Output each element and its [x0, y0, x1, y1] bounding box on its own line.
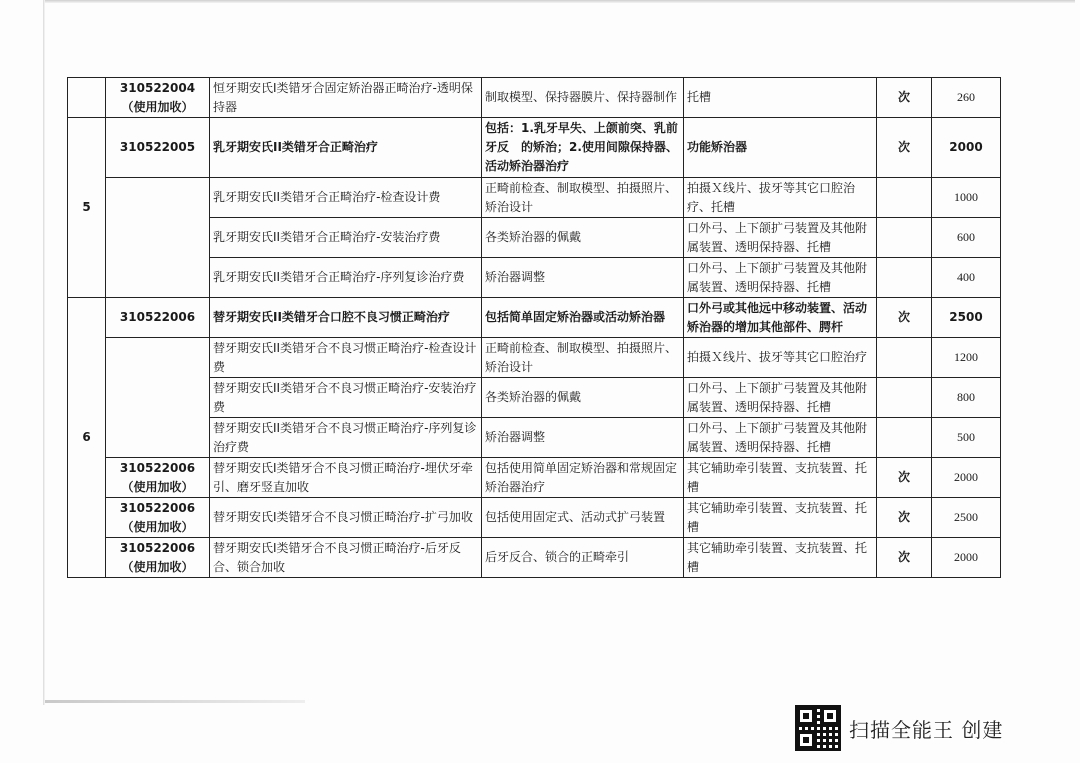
table-row	[68, 458, 1001, 498]
item-name-cell: 乳牙期安氏II类错牙合正畸治疗	[210, 118, 482, 178]
unit-cell	[877, 178, 932, 218]
table-row	[68, 538, 1001, 578]
code-cell: 310522006	[106, 298, 210, 338]
unit-cell	[877, 338, 932, 378]
content-cell: 正畸前检查、制取模型、拍摄照片、矫治设计	[482, 178, 684, 218]
code-cell	[106, 178, 210, 298]
unit-cell	[877, 378, 932, 418]
fee-schedule-table	[67, 77, 1001, 578]
content-cell: 后牙反合、锁合的正畸牵引	[482, 538, 684, 578]
code-cell: 310522005	[106, 118, 210, 178]
unit-cell: 次	[877, 538, 932, 578]
item-name-cell: 替牙期安氏Ⅰ类错牙合不良习惯正畸治疗-埋伏牙牵引、磨牙竖直加收	[210, 458, 482, 498]
excluded-cell: 口外弓、上下颌扩弓装置及其他附属装置、透明保持器、托槽	[684, 378, 877, 418]
item-name-cell: 替牙期安氏II类错牙合不良习惯正畸治疗-序列复诊治疗费	[210, 418, 482, 458]
item-name-cell: 替牙期安氏II类错牙合不良习惯正畸治疗-安装治疗费	[210, 378, 482, 418]
unit-cell	[877, 218, 932, 258]
excluded-cell: 功能矫治器	[684, 118, 877, 178]
item-name-cell: 乳牙期安氏II类错牙合正畸治疗-安装治疗费	[210, 218, 482, 258]
camscanner-watermark	[795, 705, 1003, 751]
price-cell: 260	[932, 78, 1001, 118]
page-bottom-mark	[45, 700, 305, 703]
item-name-cell: 乳牙期安氏II类错牙合正畸治疗-序列复诊治疗费	[210, 258, 482, 298]
watermark-text: 扫描全能王 创建	[849, 717, 1004, 742]
table-row	[68, 338, 1001, 378]
content-cell: 各类矫治器的佩戴	[482, 378, 684, 418]
unit-cell: 次	[877, 118, 932, 178]
unit-cell: 次	[877, 458, 932, 498]
price-cell: 2000	[932, 538, 1001, 578]
content-cell: 矫治器调整	[482, 418, 684, 458]
content-cell: 各类矫治器的佩戴	[482, 218, 684, 258]
content-cell: 包括：1.乳牙早失、上颌前突、乳前牙反 的矫治；2.使用间隙保持器、活动矫治器治疗	[482, 118, 684, 178]
unit-cell: 次	[877, 298, 932, 338]
seq-cell: 6	[68, 298, 106, 578]
code-cell: 310522006（使用加收）	[106, 498, 210, 538]
table-row	[68, 178, 1001, 218]
code-cell: 310522006（使用加收）	[106, 458, 210, 498]
unit-cell	[877, 418, 932, 458]
price-cell: 1000	[932, 178, 1001, 218]
price-cell: 2500	[932, 298, 1001, 338]
price-cell: 800	[932, 378, 1001, 418]
content-cell: 正畸前检查、制取模型、拍摄照片、矫治设计	[482, 338, 684, 378]
content-cell: 包括使用固定式、活动式扩弓装置	[482, 498, 684, 538]
price-cell: 500	[932, 418, 1001, 458]
unit-cell: 次	[877, 498, 932, 538]
code-cell: 310522004（使用加收）	[106, 78, 210, 118]
table-row	[68, 498, 1001, 538]
excluded-cell: 托槽	[684, 78, 877, 118]
excluded-cell: 其它辅助牵引装置、支抗装置、托槽	[684, 498, 877, 538]
price-cell: 2000	[932, 118, 1001, 178]
excluded-cell: 其它辅助牵引装置、支抗装置、托槽	[684, 538, 877, 578]
table-row	[68, 118, 1001, 178]
code-cell: 310522006（使用加收）	[106, 538, 210, 578]
unit-cell: 次	[877, 78, 932, 118]
item-name-cell: 乳牙期安氏II类错牙合正畸治疗-检查设计费	[210, 178, 482, 218]
price-cell: 600	[932, 218, 1001, 258]
item-name-cell: 替牙期安氏II类错牙合口腔不良习惯正畸治疗	[210, 298, 482, 338]
page-top-shadow	[45, 0, 1075, 3]
qr-code-icon	[795, 705, 841, 751]
content-cell: 包括使用简单固定矫治器和常规固定矫治器治疗	[482, 458, 684, 498]
item-name-cell: 替牙期安氏Ⅰ类错牙合不良习惯正畸治疗-扩弓加收	[210, 498, 482, 538]
table-row	[68, 78, 1001, 118]
content-cell: 制取模型、保持器膜片、保持器制作	[482, 78, 684, 118]
excluded-cell: 拍摄Ｘ线片、拔牙等其它口腔治疗、托槽	[684, 178, 877, 218]
excluded-cell: 口外弓、上下颌扩弓装置及其他附属装置、透明保持器、托槽	[684, 258, 877, 298]
unit-cell	[877, 258, 932, 298]
price-cell: 400	[932, 258, 1001, 298]
excluded-cell: 其它辅助牵引装置、支抗装置、托槽	[684, 458, 877, 498]
price-cell: 1200	[932, 338, 1001, 378]
excluded-cell: 拍摄Ｘ线片、拔牙等其它口腔治疗	[684, 338, 877, 378]
content-cell: 矫治器调整	[482, 258, 684, 298]
item-name-cell: 替牙期安氏Ⅰ类错牙合不良习惯正畸治疗-后牙反合、锁合加收	[210, 538, 482, 578]
price-cell: 2500	[932, 498, 1001, 538]
excluded-cell: 口外弓或其他远中移动装置、活动矫治器的增加其他部件、腭杆	[684, 298, 877, 338]
seq-cell	[68, 78, 106, 118]
excluded-cell: 口外弓、上下颌扩弓装置及其他附属装置、透明保持器、托槽	[684, 218, 877, 258]
item-name-cell: 恒牙期安氏Ⅰ类错牙合固定矫治器正畸治疗-透明保持器	[210, 78, 482, 118]
code-cell	[106, 338, 210, 458]
excluded-cell: 口外弓、上下颌扩弓装置及其他附属装置、透明保持器、托槽	[684, 418, 877, 458]
content-cell: 包括简单固定矫治器或活动矫治器	[482, 298, 684, 338]
page-left-edge	[43, 0, 45, 705]
table-row	[68, 298, 1001, 338]
price-cell: 2000	[932, 458, 1001, 498]
seq-cell: 5	[68, 118, 106, 298]
item-name-cell: 替牙期安氏II类错牙合不良习惯正畸治疗-检查设计费	[210, 338, 482, 378]
